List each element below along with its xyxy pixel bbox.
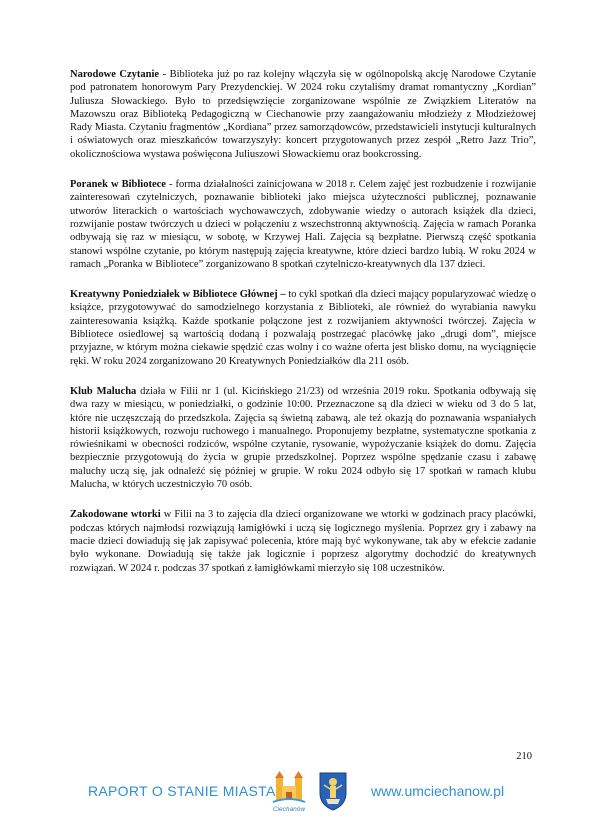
paragraph-zakodowane-wtorki: [70, 508, 536, 574]
paragraph-title: Poranek w Bibliotece: [70, 179, 166, 191]
city-festival-logo: [270, 770, 308, 814]
paragraph-klub-malucha: [70, 385, 536, 491]
page-number: 210: [516, 751, 532, 762]
city-coat-of-arms-icon: [318, 771, 348, 811]
paragraph-text: - Biblioteka już po raz kolejny włączyła się w ogólnopolską akcję Narodowe Czytanie pod patronatem honorowym Pary Prezydenckiej. W 2024 roku czytaliśmy dramat romantyczny „Kordian” Juliusza Słowackiego. Było to przedsięwzięcie zorganizowane wspólnie ze Związkiem Literatów na Mazowszu oraz Biblioteką Pedagogiczną w Ciechanowie przy zaangażowaniu młodzieży z Młodzieżowej Rady Miasta. Czytaniu fragmentów „Kordiana” przez samorządowców, przedstawicieli instytucji kulturalnych i oświatowych oraz mieszkańców towarzyszyły: koncert przygotowanych przez zespół „Retro Jazz Trio”, okolicznościowa wystawa poświęcona Juliuszowi Słowackiemu oraz bookcrossing.: [70, 69, 536, 160]
document-body: [70, 68, 536, 592]
festival-logo-text: Ciechanów: [272, 806, 306, 813]
paragraph-title: Kreatywny Poniedziałek w Bibliotece Głównej –: [70, 289, 289, 301]
paragraph-text: w Filii na 3 to zajęcia dla dzieci organizowane we wtorki w godzinach pracy placówki, podczas których najmłodsi rozwiązują łamigłówki i uczą się logicznego myślenia. Poprzez gry i zabawy na macie dzieci dowiadują się jak zapisywać polecenia, które mają być wykonywane, tak aby w efekcie zadanie było wykonane. Dowiadują się także jak logicznie i poprzesz algorytmy dochodzić do kreatywnych rozwiązań. W 2024 r. podczas 37 spotkań z łamigłówkami mierzyło się 108 uczestników.: [70, 509, 536, 574]
paragraph-kreatywny-poniedzialek: [70, 288, 536, 368]
paragraph-poranek-w-bibliotece: [70, 178, 536, 271]
paragraph-text: działa w Filii nr 1 (ul. Kicińskiego 21/23) od września 2019 roku. Spotkania odbywają się dwa razy w miesiącu, w poniedziałki, o godzinie 10:00. Przeznaczone są dla dzieci w wieku od 3 do 5 lat, które nie uczęszczają do przedszkola. Zajęcia są świetną zabawą, ale też okazją do poznawania wspaniałych historii książkowych, rozwoju ruchowego i manualnego. Proponujemy bezpłatne, systematyczne spotkania z rówieśnikami w obecności rodziców, wspólne czytanie, rysowanie, wypożyczanie książek do domu. Zajęcia bezpiecznie przygotowują do życia w grupie przedszkolnej. Poprzez wspólne spędzanie czasu i zabawę maluchy uczą się, jak odnaleźć się później w grupie. W roku 2024 odbyło się 17 spotkań w ramach klubu Malucha, w których uczestniczyło 70 osób.: [70, 385, 536, 491]
paragraph-title: Zakodowane wtorki: [70, 509, 161, 521]
paragraph-title: Narodowe Czytanie: [70, 69, 160, 80]
footer-website-link[interactable]: www.umciechanow.pl: [371, 783, 505, 799]
paragraph-narodowe-czytanie: [70, 68, 536, 161]
paragraph-title: Klub Malucha: [70, 385, 137, 397]
paragraph-text: to cykl spotkań dla dzieci mający popularyzować wiedzę o książce, przygotowywać do samodzielnego korzystania z Biblioteki, ale również do wyrabiania nawyku zainteresowania książką. Każde spotkanie połączone jest z rozwijaniem aktywności twórczej. Zajęcia w Bibliotece osiedlowej są wartością dodaną i pozwalają postrzegać placówkę jako „drugi dom”, miejsce przyjazne, w którym można ciekawie spędzić czas wolny i co ważne oferta jest blisko domu, na wyciągnięcie ręki. W roku 2024 zorganizowano 20 Kreatywnych Poniedziałków dla 211 osób.: [70, 289, 536, 367]
footer-report-title: RAPORT O STANIE MIASTA: [88, 783, 276, 799]
page-footer: [0, 770, 594, 818]
paragraph-text: - forma działalności zainicjowana w 2018 r. Celem zajęć jest rozbudzenie i rozwijanie zainteresowań czytelniczych, poznawanie biblioteki jako miejsca użyteczności publicznej, poznawanie utworów literackich o wartościach wychowawczych, zdobywanie wiedzy o autorach książek dla dzieci, rozwijanie postaw twórczych u dzieci w połączeniu z wszechstronną aktywnością. Zajęcia w ramach Poranka odbywają się raz w miesiącu, w sobotę, w Krzywej Hali. Zajęcia są bezpłatne. Pierwszą część spotkania stanowi wspólne czytanie, po którym następują zajęcia kreatywne, które dzieci bardzo lubią. W roku 2024 w ramach „Poranka w Bibliotece” zorganizowano 8 spotkań czytelniczo-kreatywnych dla 137 dzieci.: [70, 179, 536, 270]
